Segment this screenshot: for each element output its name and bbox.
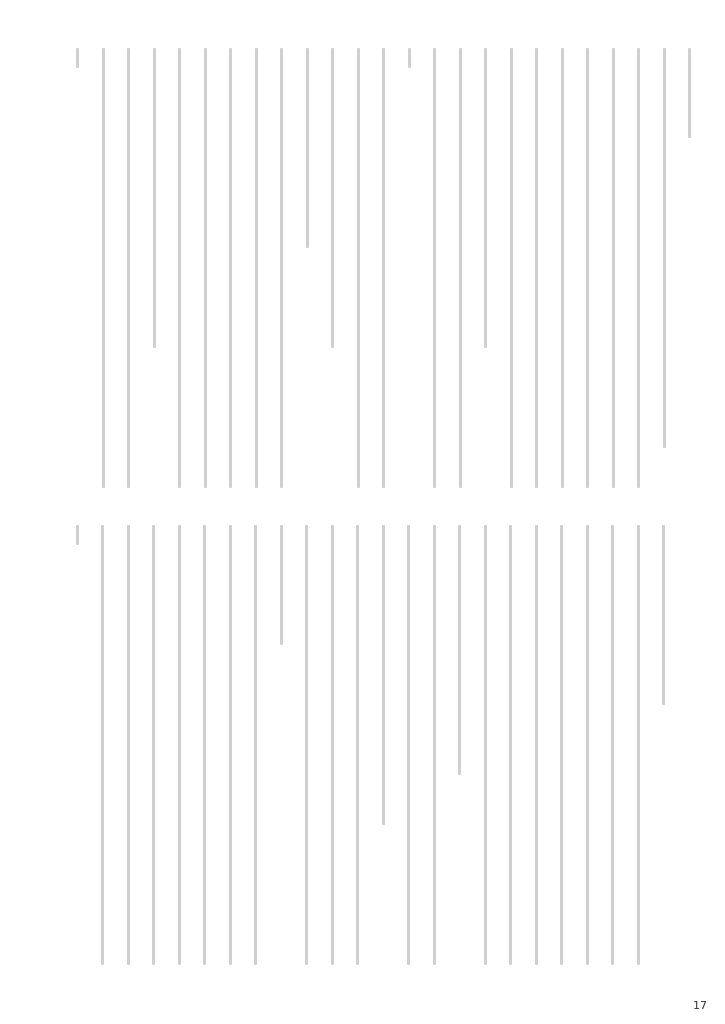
- text-column-placeholder: [153, 48, 156, 348]
- text-column-placeholder: [688, 48, 691, 138]
- text-column-placeholder: [229, 48, 232, 488]
- text-column-placeholder: [535, 525, 538, 965]
- text-column-placeholder: [102, 48, 105, 488]
- text-column-placeholder: [407, 525, 410, 965]
- text-column-placeholder: [612, 48, 615, 488]
- text-column-placeholder: [305, 525, 308, 965]
- text-column-placeholder: [229, 525, 232, 965]
- text-column-placeholder: [382, 525, 385, 825]
- text-column-placeholder: [101, 525, 104, 965]
- text-column-placeholder: [331, 525, 334, 965]
- text-column-placeholder: [637, 48, 640, 488]
- text-column-placeholder: [458, 525, 461, 775]
- text-column-placeholder: [611, 525, 614, 965]
- text-column-placeholder: [152, 525, 155, 965]
- text-column-placeholder: [178, 525, 181, 965]
- text-column-placeholder: [535, 48, 538, 488]
- text-column-placeholder: [204, 48, 207, 488]
- text-column-placeholder: [127, 48, 130, 488]
- text-column-placeholder: [280, 525, 283, 645]
- text-column-placeholder: [484, 525, 487, 965]
- text-column-placeholder: [408, 48, 411, 68]
- text-column-placeholder: [76, 525, 79, 545]
- text-column-placeholder: [127, 525, 130, 965]
- text-column-placeholder: [255, 48, 258, 488]
- page-number: 17: [693, 999, 707, 1012]
- text-column-placeholder: [586, 48, 589, 488]
- text-column-placeholder: [382, 48, 385, 488]
- text-column-placeholder: [459, 48, 462, 488]
- text-column-placeholder: [280, 48, 283, 488]
- text-column-placeholder: [560, 525, 563, 965]
- text-column-placeholder: [663, 48, 666, 448]
- text-column-placeholder: [76, 48, 79, 68]
- text-column-placeholder: [637, 525, 640, 965]
- text-column-placeholder: [561, 48, 564, 488]
- text-column-placeholder: [357, 48, 360, 488]
- text-column-placeholder: [356, 525, 359, 965]
- text-column-placeholder: [662, 525, 665, 705]
- text-column-placeholder: [484, 48, 487, 348]
- text-column-placeholder: [510, 48, 513, 488]
- text-column-placeholder: [178, 48, 181, 488]
- text-column-placeholder: [586, 525, 589, 965]
- text-column-placeholder: [433, 525, 436, 965]
- text-column-placeholder: [306, 48, 309, 248]
- text-column-placeholder: [509, 525, 512, 965]
- text-column-placeholder: [331, 48, 334, 348]
- text-column-placeholder: [254, 525, 257, 965]
- text-column-placeholder: [203, 525, 206, 965]
- text-column-placeholder: [433, 48, 436, 488]
